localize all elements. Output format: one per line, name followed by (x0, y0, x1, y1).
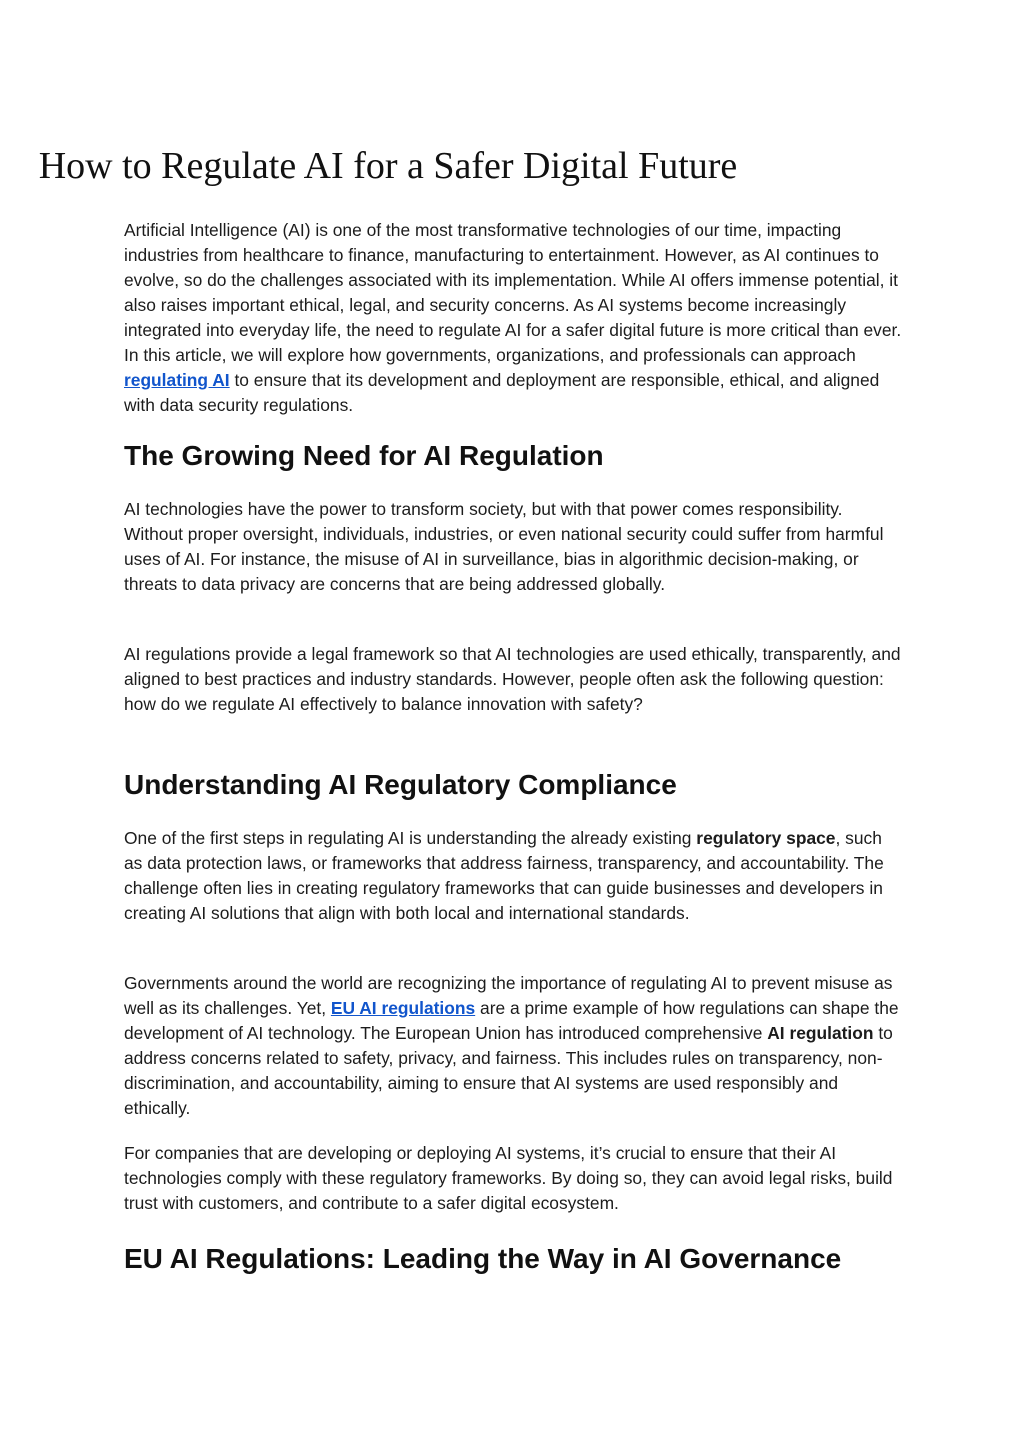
intro-text-2: to ensure that its development and deployment are responsible, ethical, and aligned with data security regulations. (124, 370, 880, 415)
compliance-p1-text-1: One of the first steps in regulating AI is understanding the already existing (124, 828, 697, 848)
compliance-p2-text-1: Governments around the world are recognizing the importance of regulating AI to prevent misuse as well as its challenges. Yet, (124, 973, 893, 1018)
regulating-ai-link[interactable]: regulating AI (124, 370, 230, 390)
heading-regulatory-compliance: Understanding AI Regulatory Compliance (124, 769, 677, 800)
compliance-paragraph-2 (124, 971, 904, 1121)
growing-need-paragraph-2: AI regulations provide a legal framework so that AI technologies are used ethically, transparently, and aligned to best practices and industry standards. However, people often ask the following question: how do we regulate AI effectively to balance innovation with safety? (124, 644, 901, 714)
compliance-paragraph-1 (124, 826, 904, 926)
growing-need-paragraph-1: AI technologies have the power to transform society, but with that power comes responsibility. Without proper oversight, individuals, industries, or even national security could suffer from harmful uses of AI. For instance, the misuse of AI in surveillance, bias in algorithmic decision-making, or threats to data privacy are concerns that are being addressed globally. (124, 499, 884, 594)
intro-paragraph (124, 218, 904, 418)
heading-growing-need: The Growing Need for AI Regulation (124, 440, 604, 471)
intro-text-1: Artificial Intelligence (AI) is one of the most transformative technologies of our time, impacting industries from healthcare to finance, manufacturing to entertainment. However, as AI continues to evolve, so do the challenges associated with its implementation. While AI offers immense potential, it also raises important ethical, legal, and security concerns. As AI systems become increasingly integrated into everyday life, the need to regulate AI for a safer digital future is more critical than ever. In this article, we will explore how governments, organizations, and professionals can approach (124, 220, 902, 365)
document-title: How to Regulate AI for a Safer Digital Future (38, 145, 738, 187)
compliance-p1-text-2: , such as data protection laws, or frameworks that address fairness, transparency, and accountability. The challenge often lies in creating regulatory frameworks that can guide businesses and developers in creating AI solutions that align with both local and international standards. (124, 828, 884, 923)
compliance-p2-text-3: to address concerns related to safety, privacy, and fairness. This includes rules on transparency, non-discrimination, and accountability, aiming to ensure that AI systems are used responsibly and ethically. (124, 1023, 893, 1118)
heading-eu-ai-regulations: EU AI Regulations: Leading the Way in AI Governance (124, 1243, 842, 1274)
regulatory-space-bold: regulatory space (696, 828, 836, 848)
eu-ai-regulations-link[interactable]: EU AI regulations (330, 998, 476, 1018)
compliance-p2-text-2: are a prime example of how regulations can shape the development of AI technology. The European Union has introduced comprehensive (124, 998, 899, 1043)
ai-regulation-bold: AI regulation (767, 1023, 874, 1043)
compliance-paragraph-3: For companies that are developing or deploying AI systems, it’s crucial to ensure that their AI technologies comply with these regulatory frameworks. By doing so, they can avoid legal risks, build trust with customers, and contribute to a safer digital ecosystem. (124, 1143, 893, 1213)
